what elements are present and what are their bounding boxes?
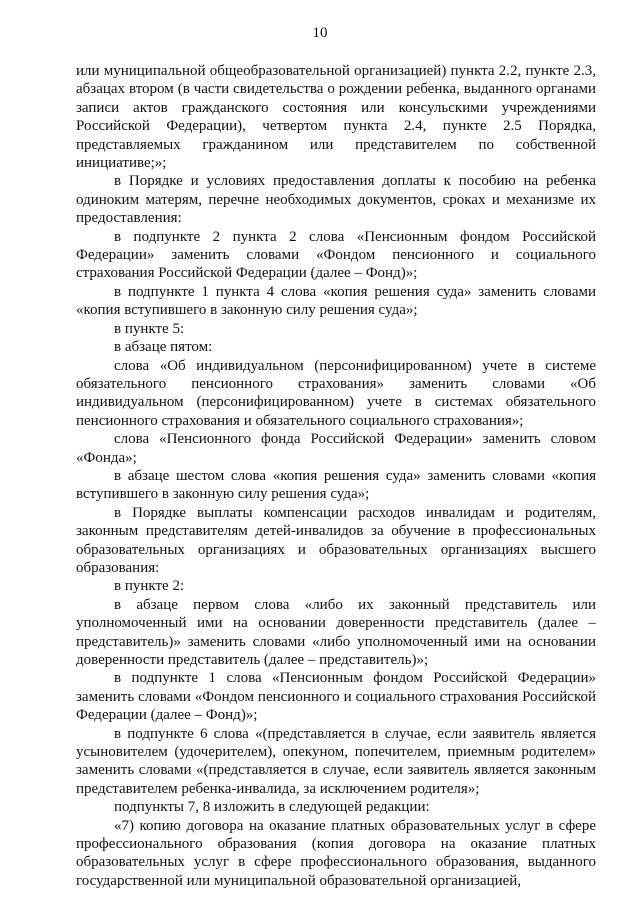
paragraph-subparagraph-1: в подпункте 1 слова «Пенсионным фондом Российской Федерации» заменить словами «Фондом пенсионного и социального страхования Российской Федерации (далее – Фонд)»; [76, 670, 596, 724]
paragraph-item-7: «7) копию договора на оказание платных образовательных услуг в сфере профессионального образования (копия договора на оказание платных образовательных услуг в сфере профессионального образования, выданного государственной или муниципальной образовательной организацией, [76, 817, 596, 889]
paragraph-point-5: в пункте 5: [114, 320, 185, 337]
paragraph-personified-accounting: слова «Об индивидуальном (персонифицированном) учете в системе обязательного пенсионного страхования» заменить словами «Об индивидуальном (персонифицированном) учете в системах обязательного пенсионного страхования и обязательного социального страхования»; [76, 357, 596, 429]
paragraph-continuation: или муниципальной общеобразовательной организацией) пункта 2.2, пункте 2.3, абзацах втором (в части свидетельства о рождении ребенка, выданного органами записи актов гражданского состояния или консульскими учреждениями Российской Федерации), четвертом пункта 2.4, пункте 2.5 Порядка, представляемых гражданином или представителем по собственной инициативе;»; [76, 63, 596, 172]
paragraph-subparagraphs-7-8: подпункты 7, 8 изложить в следующей редакции: [114, 799, 430, 816]
paragraph-single-mothers-procedure: в Порядке и условиях предоставления доплаты к пособию на ребенка одиноким матерям, перечне необходимых документов, сроках и механизме их предоставления: [76, 173, 596, 227]
paragraph-sixth-abzac: в абзаце шестом слова «копия решения суда» заменить словами «копия вступившего в законную силу решения суда»; [76, 467, 596, 503]
paragraph-first-abzac: в абзаце первом слова «либо их законный представитель или уполномоченный ими на основании доверенности представитель (далее – представитель)» заменить словами «либо уполномоченный ими на основании доверенности представитель (далее – представитель)»; [76, 596, 596, 668]
page-number: 10 [312, 25, 328, 41]
paragraph-pension-fund-words: слова «Пенсионного фонда Российской Федерации» заменить словом «Фонда»; [76, 431, 596, 466]
paragraph-subparagraph-1-point-4: в подпункте 1 пункта 4 слова «копия решения суда» заменить словами «копия вступившего в законную силу решения суда»; [76, 283, 596, 319]
paragraph-fifth-abzac: в абзаце пятом: [114, 339, 213, 356]
document-body [76, 62, 596, 890]
paragraph-point-2: в пункте 2: [114, 578, 185, 595]
paragraph-subparagraph-6: в подпункте 6 слова «(представляется в случае, если заявитель является усыновителем (удочерителем), опекуном, попечителем, приемным родителем» заменить словами «(представляется в случае, если заявитель является законным представителем ребенка-инвалида, за исключением родителя»; [76, 725, 596, 797]
paragraph-subparagraph-2-point-2: в подпункте 2 пункта 2 слова «Пенсионным фондом Российской Федерации» заменить словами «Фондом пенсионного и социального страхования Российской Федерации (далее – Фонд)»; [76, 228, 596, 282]
paragraph-compensation-procedure: в Порядке выплаты компенсации расходов инвалидам и родителям, законным представителям детей-инвалидов за обучение в профессиональных образовательных организациях и образовательных организациях высшего образования: [76, 504, 596, 576]
